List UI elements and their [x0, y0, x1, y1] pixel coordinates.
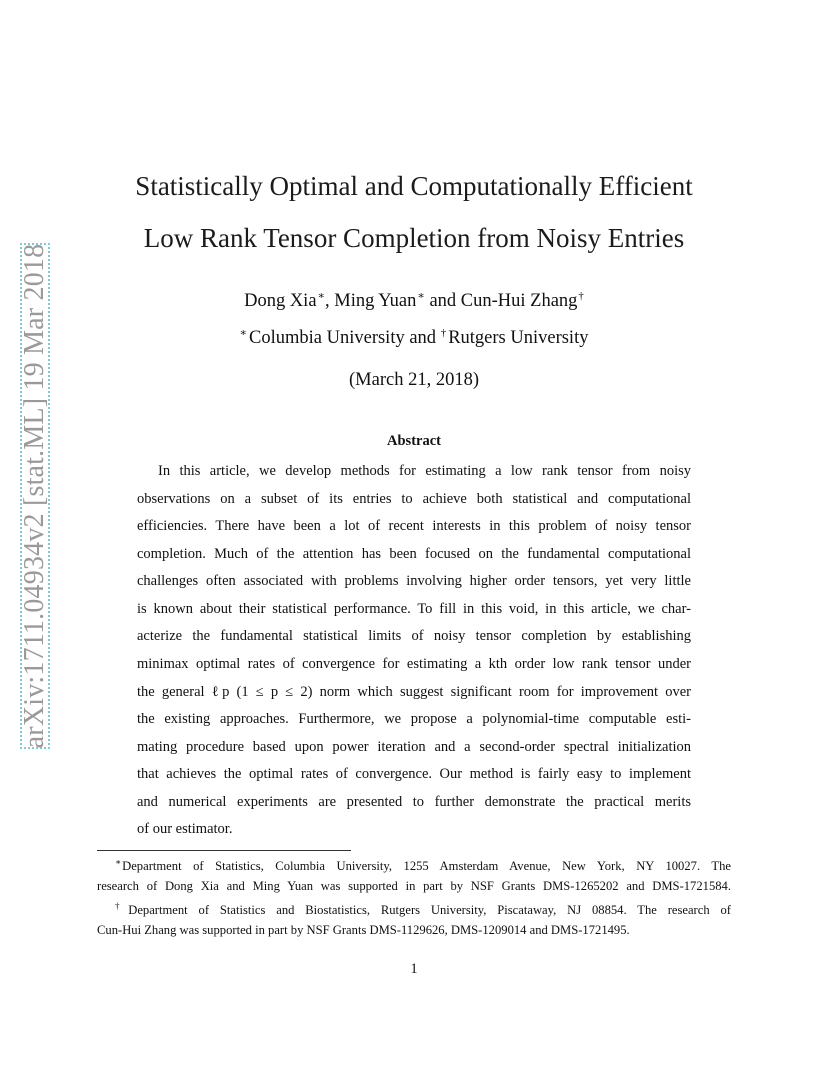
footnote-separator — [97, 850, 351, 851]
abstract-line: completion. Much of the attention has been focused on the fundamental computational — [137, 546, 691, 562]
abstract-line: the existing approaches. Furthermore, we propose a polynomial-time computable esti- — [137, 711, 691, 727]
affiliation-marker: ∗ — [239, 327, 248, 339]
abstract-line: In this article, we develop methods for estimating a low rank tensor from noisy — [158, 463, 691, 479]
abstract-line: of our estimator. — [137, 821, 233, 837]
affiliation-list — [0, 326, 828, 349]
arxiv-identifier: arXiv:1711.04934v2 [stat.ML] 19 Mar 2018 — [19, 243, 50, 749]
affiliation-marker: † — [440, 327, 447, 339]
affiliation-marker: † — [578, 290, 584, 302]
footnote-text: Department of Statistics, Columbia University, 1255 Amsterdam Avenue, New York, NY 10027. The — [122, 859, 731, 873]
abstract-line: the general ℓp (1 ≤ p ≤ 2) norm which suggest significant room for improvement over — [137, 684, 691, 700]
author-connector: and — [429, 291, 457, 311]
footnote-marker: † — [115, 901, 128, 911]
abstract-heading: Abstract — [387, 433, 441, 449]
abstract-line: is known about their statistical performance. To fill in this void, in this article, we char- — [137, 601, 691, 617]
affiliation-marker: ∗ — [317, 290, 326, 302]
footnote-line — [115, 898, 731, 918]
abstract-line: that achieves the optimal rates of convergence. Our method is fairly easy to implement — [137, 766, 691, 782]
author-name: Cun-Hui Zhang — [460, 291, 578, 311]
footnote-text: Department of Statistics and Biostatistics, Rutgers University, Piscataway, NJ 08854. The research of — [128, 903, 731, 917]
footnote-line: research of Dong Xia and Ming Yuan was supported in part by NSF Grants DMS-1265202 and DMS-1721584. — [97, 879, 731, 893]
paper-title-line-2: Low Rank Tensor Completion from Noisy Entries — [143, 223, 685, 253]
affiliation-marker: ∗ — [417, 290, 425, 302]
abstract-line: mating procedure based upon power iteration and a second-order spectral initialization — [137, 739, 691, 755]
author-name: Dong Xia — [244, 291, 317, 311]
abstract-line: challenges often associated with problems involving higher order tensors, yet very little — [137, 573, 691, 589]
affiliation-connector: and — [409, 328, 437, 348]
affiliation-name: Rutgers University — [448, 328, 589, 348]
abstract-line: observations on a subset of its entries to achieve both statistical and computational — [137, 491, 691, 507]
abstract-line: acterize the fundamental statistical limits of noisy tensor completion by establishing — [137, 628, 691, 644]
affiliation-name: Columbia University — [249, 328, 405, 348]
abstract-line: minimax optimal rates of convergence for estimating a kth order low rank tensor under — [137, 656, 691, 672]
author-name: Ming Yuan — [334, 291, 417, 311]
paper-title-line-1: Statistically Optimal and Computationally Efficient — [135, 171, 693, 201]
footnote-line: Cun-Hui Zhang was supported in part by NSF Grants DMS-1129626, DMS-1209014 and DMS-1721495. — [97, 923, 630, 937]
page-number: 1 — [410, 961, 418, 977]
paper-date: (March 21, 2018) — [349, 370, 479, 390]
footnote-line — [115, 854, 731, 874]
footnote-marker: ∗ — [115, 857, 122, 867]
abstract-line: and numerical experiments are presented to further demonstrate the practical merits — [137, 794, 691, 810]
author-list: Dong Xia∗, Ming Yuan∗ and Cun-Hui Zhang† — [244, 290, 584, 311]
abstract-line: efficiencies. There have been a lot of recent interests in this problem of noisy tensor — [137, 518, 691, 534]
